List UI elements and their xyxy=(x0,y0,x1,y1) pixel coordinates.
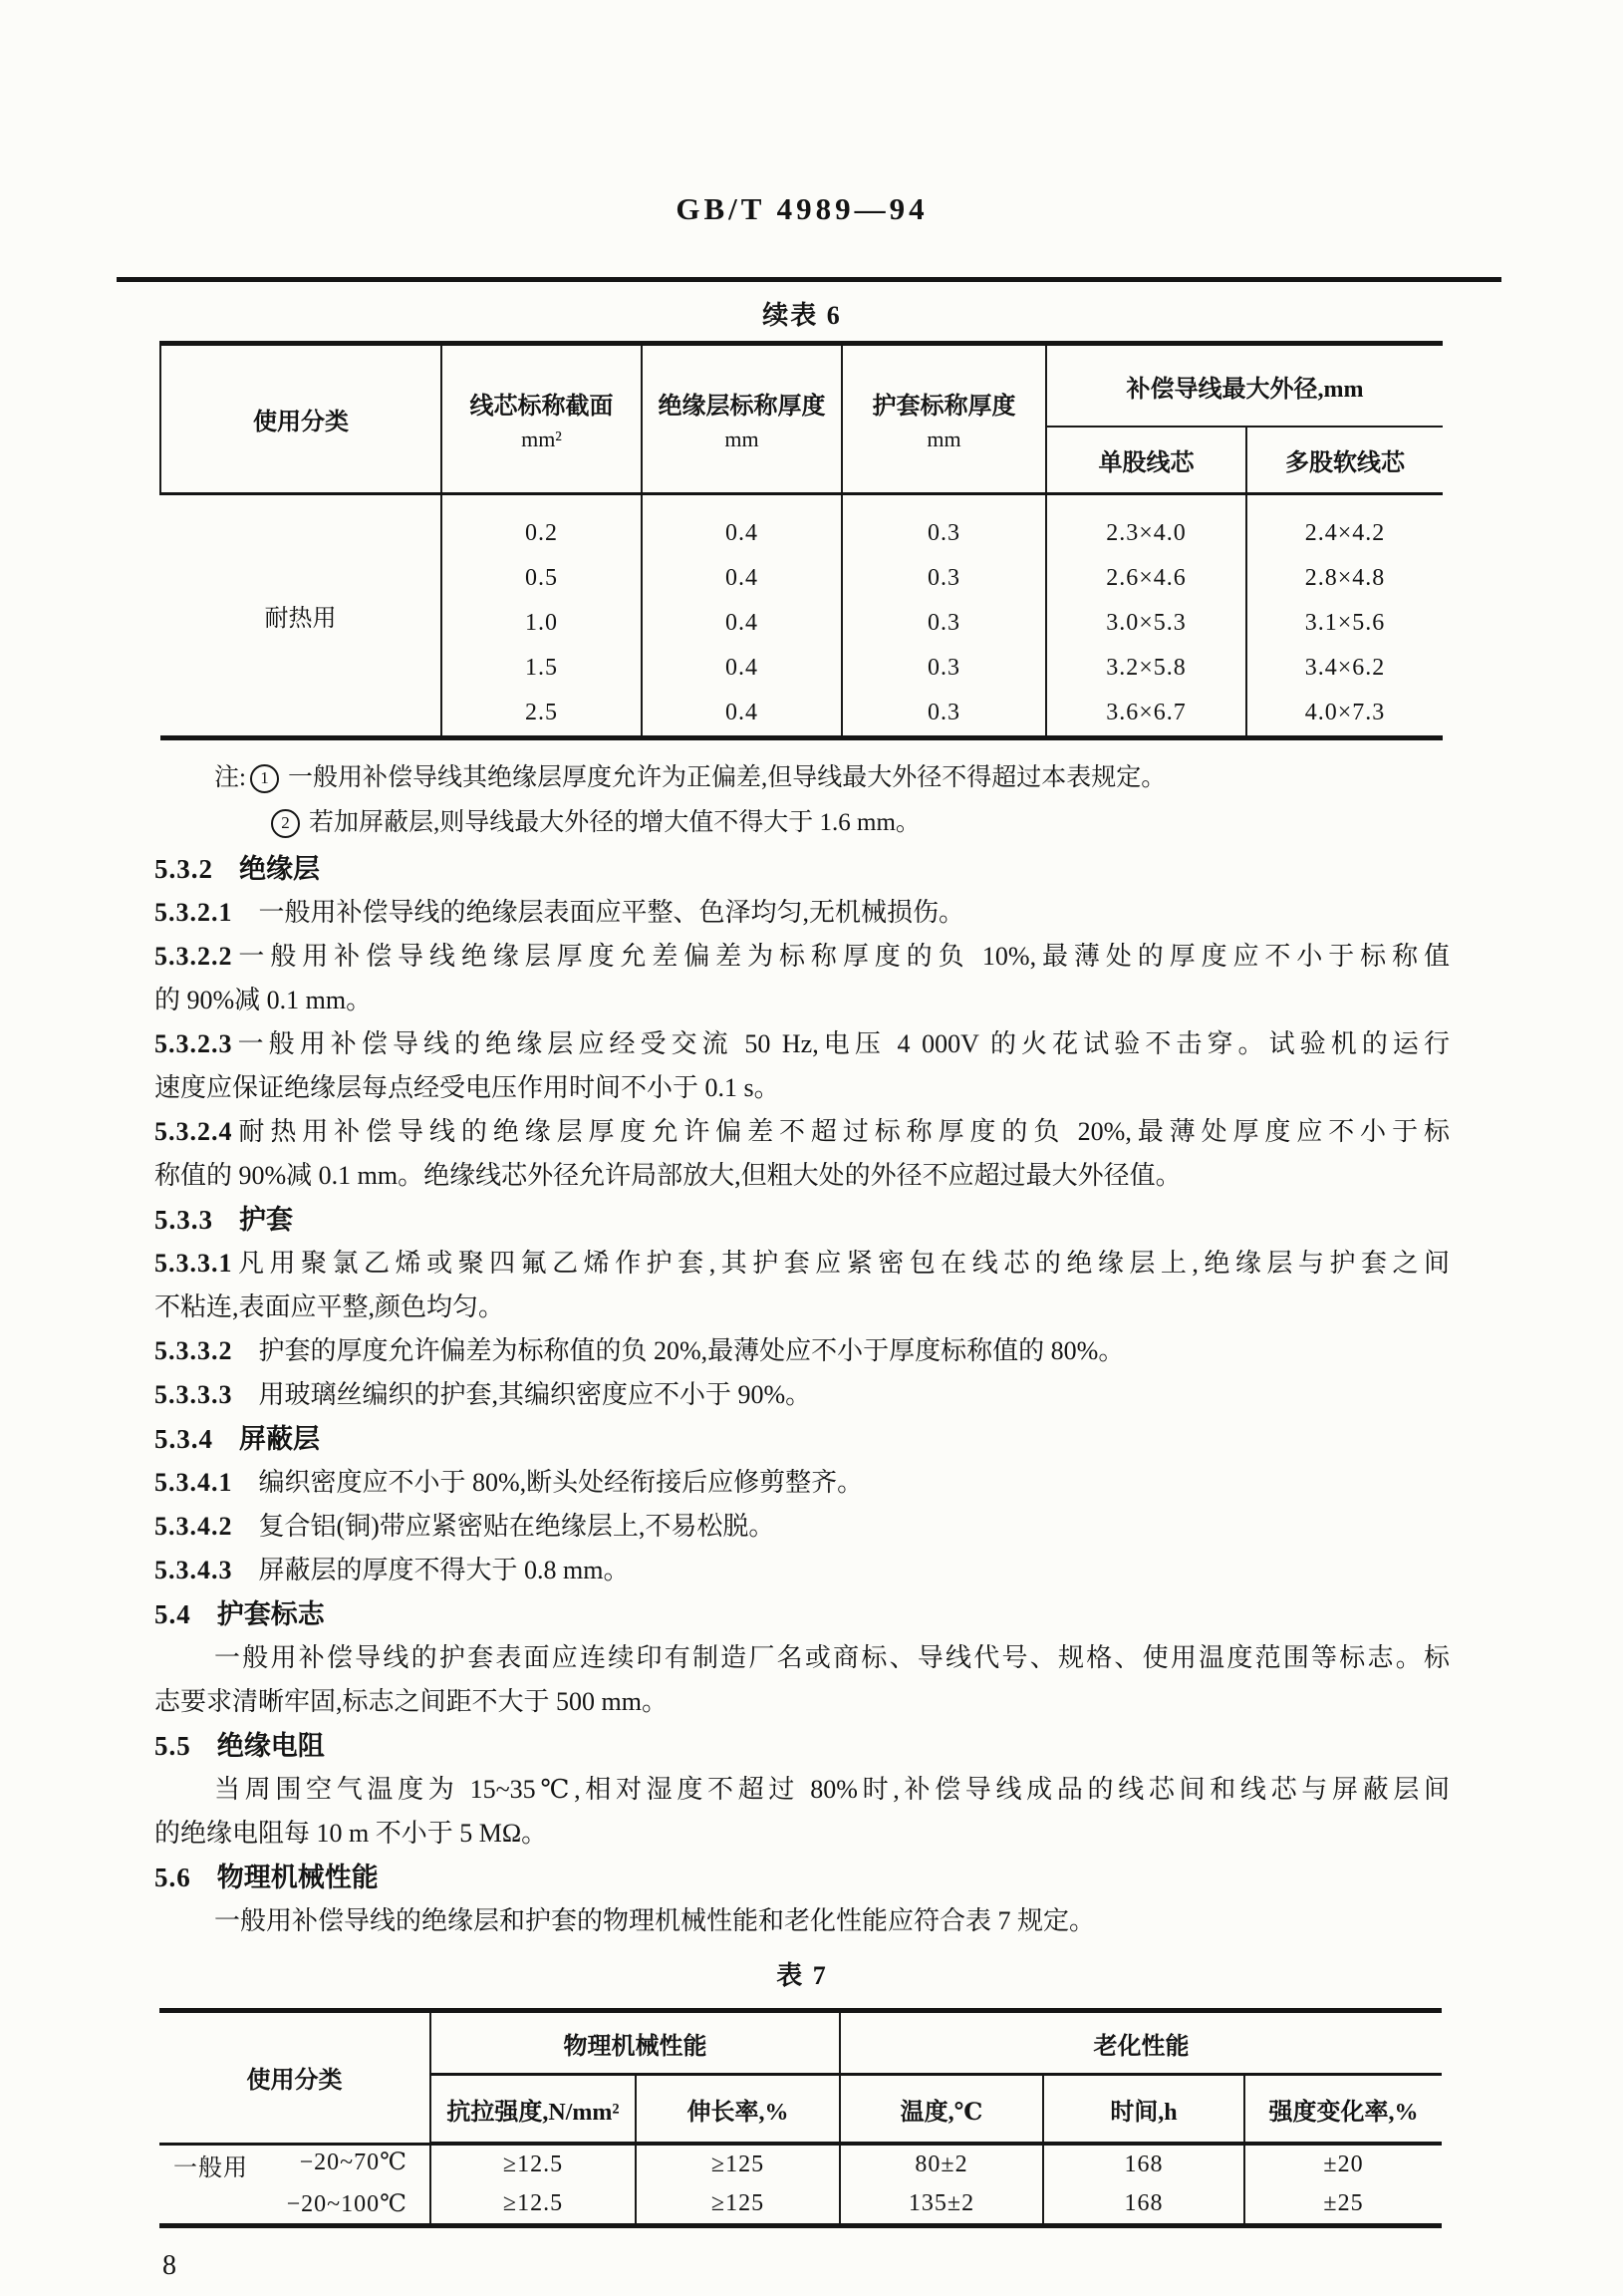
clause-text: 屏蔽层的厚度不得大于 0.8 mm。 xyxy=(258,1556,630,1584)
clause-5-3-3-1 xyxy=(154,1242,1450,1286)
clause-5-3-4-1 xyxy=(154,1461,1450,1505)
clause-title: 绝缘电阻 xyxy=(216,1731,325,1761)
t7-header-tensile: 抗拉强度,N/mm² xyxy=(430,2075,636,2145)
t6-col-insulation-values xyxy=(642,494,842,738)
t7-header-time: 时间,h xyxy=(1043,2075,1244,2145)
t6-value: 0.2 xyxy=(525,520,558,546)
clause-number: 5.3.2.1 xyxy=(154,898,233,927)
page-number: 8 xyxy=(162,2250,176,2281)
t6-value: 4.0×7.3 xyxy=(1304,700,1386,725)
t6-value: 0.4 xyxy=(725,655,758,681)
clause-5-3-3-2 xyxy=(154,1329,1450,1373)
t6-value: 1.0 xyxy=(525,610,558,636)
t6-header-multi-core: 多股软线芯 xyxy=(1246,427,1443,494)
clause-5-5-para-cont xyxy=(154,1812,1450,1856)
clause-text: 耐热用补偿导线的绝缘层厚度允许偏差不超过标称厚度的负 20%,最薄处厚度应不小于标 xyxy=(232,1117,1450,1146)
t7-usage-prefix: 一般用 xyxy=(173,2154,248,2181)
clause-text: 一般用补偿导线的绝缘层表面应平整、色泽均匀,无机械损伤。 xyxy=(258,898,965,927)
t6-value: 0.3 xyxy=(928,520,960,546)
clause-number: 5.4 xyxy=(154,1599,191,1629)
doc-code: GB/T 4989—94 xyxy=(676,191,929,226)
t7-header-temperature: 温度,℃ xyxy=(840,2075,1043,2145)
t6-header-core-section-unit: mm² xyxy=(521,427,562,451)
clause-5-3-2-2-cont xyxy=(154,979,1450,1022)
t6-header-max-od-group: 补偿导线最大外径,mm xyxy=(1046,344,1443,428)
note-label: 注: xyxy=(214,764,246,791)
table6-notes xyxy=(154,755,1450,845)
t6-value: 0.4 xyxy=(725,565,758,591)
clause-number: 5.5 xyxy=(154,1731,191,1761)
note-1 xyxy=(154,755,1450,800)
t6-col-single-core-values xyxy=(1046,494,1246,738)
clause-5-5-para xyxy=(154,1768,1450,1812)
t7-cell: ±25 xyxy=(1323,2190,1364,2216)
clause-text: 不粘连,表面应平整,颜色均匀。 xyxy=(154,1292,505,1321)
clause-text: 用玻璃丝编织的护套,其编织密度应不小于 90%。 xyxy=(258,1380,812,1409)
table-7 xyxy=(159,2008,1442,2228)
t7-usage-cell xyxy=(159,2184,430,2226)
clause-5-4 xyxy=(154,1592,1450,1636)
t6-value: 0.3 xyxy=(928,700,960,725)
clause-5-3-2-4-cont xyxy=(154,1154,1450,1198)
clause-number: 5.3.2.3 xyxy=(154,1029,233,1058)
t6-header-sheath-unit: mm xyxy=(927,427,961,451)
header-rule xyxy=(117,277,1501,282)
t7-cell: 168 xyxy=(1043,2184,1244,2226)
clause-title: 屏蔽层 xyxy=(239,1424,320,1454)
t6-value: 0.3 xyxy=(928,610,960,636)
t6-value: 1.5 xyxy=(525,655,558,681)
t6-header-single-core: 单股线芯 xyxy=(1046,427,1246,494)
clause-5-3-4-2 xyxy=(154,1505,1450,1549)
t6-value: 0.4 xyxy=(725,520,758,546)
clause-5-3-2-3 xyxy=(154,1022,1450,1066)
t6-value: 3.2×5.8 xyxy=(1106,655,1187,681)
clause-text: 当周围空气温度为 15~35℃,相对湿度不超过 80%时,补偿导线成品的线芯间和线芯与屏蔽层间 xyxy=(214,1775,1450,1804)
table-6 xyxy=(159,341,1443,740)
t6-value: 0.4 xyxy=(725,700,758,725)
clause-number: 5.3.2 xyxy=(154,854,213,884)
t6-value: 2.6×4.6 xyxy=(1106,565,1187,591)
clause-text: 护套的厚度允许偏差为标称值的负 20%,最薄处应不小于厚度标称值的 80%。 xyxy=(258,1336,1125,1365)
clause-number: 5.6 xyxy=(154,1863,191,1892)
clause-title: 物理机械性能 xyxy=(216,1863,379,1892)
table7-caption: 表 7 xyxy=(776,1961,828,1990)
t6-value: 2.5 xyxy=(525,700,558,725)
page-content xyxy=(154,0,1450,2282)
t7-header-usage: 使用分类 xyxy=(159,2011,430,2145)
clause-number: 5.3.2.4 xyxy=(154,1117,233,1146)
clause-title: 护套 xyxy=(239,1205,293,1235)
clause-text: 复合铝(铜)带应紧密贴在绝缘层上,不易松脱。 xyxy=(258,1512,775,1541)
clause-text: 一般用补偿导线绝缘层厚度允差偏差为标称厚度的负 10%,最薄处的厚度应不小于标称值 xyxy=(232,942,1450,971)
clause-text: 一般用补偿导线的护套表面应连续印有制造厂名或商标、导线代号、规格、使用温度范围等标志。标 xyxy=(214,1643,1450,1672)
clause-5-3-3-3 xyxy=(154,1373,1450,1417)
clause-5-3-4 xyxy=(154,1417,1450,1461)
clause-text: 称值的 90%减 0.1 mm。绝缘线芯外径允许局部放大,但粗大处的外径不应超过最大外径值。 xyxy=(154,1161,1182,1190)
t6-header-insulation xyxy=(642,344,842,494)
clause-text-block xyxy=(154,847,1450,1943)
clause-text: 凡用聚氯乙烯或聚四氟乙烯作护套,其护套应紧密包在线芯的绝缘层上,绝缘层与护套之间 xyxy=(232,1249,1450,1278)
t6-header-insulation-unit: mm xyxy=(724,427,759,451)
t7-usage-cell xyxy=(159,2144,430,2184)
t6-value: 3.1×5.6 xyxy=(1304,610,1386,636)
clause-title: 绝缘层 xyxy=(239,854,320,884)
clause-number: 5.3.2.2 xyxy=(154,942,233,971)
t6-value: 0.4 xyxy=(725,610,758,636)
t6-value: 2.8×4.8 xyxy=(1304,565,1386,591)
clause-5-3-3-1-cont xyxy=(154,1286,1450,1329)
note-1-text: 一般用补偿导线其绝缘层厚度允许为正偏差,但导线最大外径不得超过本表规定。 xyxy=(287,764,1167,791)
t7-header-phys-group: 物理机械性能 xyxy=(430,2011,840,2075)
clause-number: 5.3.3 xyxy=(154,1205,213,1235)
t6-value: 2.3×4.0 xyxy=(1106,520,1187,546)
note-2 xyxy=(154,800,1450,845)
clause-number: 5.3.3.3 xyxy=(154,1380,233,1409)
clause-text: 的绝缘电阻每 10 m 不小于 5 MΩ。 xyxy=(154,1819,548,1848)
circled-number-1: 1 xyxy=(250,764,279,793)
clause-text: 志要求清晰牢固,标志之间距不大于 500 mm。 xyxy=(154,1687,668,1716)
clause-number: 5.3.4.2 xyxy=(154,1512,233,1541)
t6-col-sheath-values xyxy=(842,494,1046,738)
t6-value: 2.4×4.2 xyxy=(1304,520,1386,546)
clause-5-3-2 xyxy=(154,847,1450,891)
circled-number-2: 2 xyxy=(271,809,300,838)
t7-usage-range: −20~100℃ xyxy=(286,2191,407,2217)
clause-number: 5.3.4.3 xyxy=(154,1556,233,1584)
t6-header-sheath-label: 护套标称厚度 xyxy=(872,394,1016,420)
clause-number: 5.3.3.1 xyxy=(154,1249,233,1278)
t7-cell: 168 xyxy=(1043,2144,1244,2184)
clause-5-3-3 xyxy=(154,1198,1450,1242)
t6-header-insulation-label: 绝缘层标称厚度 xyxy=(658,394,826,420)
clause-5-4-para-cont xyxy=(154,1680,1450,1724)
note-2-text: 若加屏蔽层,则导线最大外径的增大值不得大于 1.6 mm。 xyxy=(309,809,921,836)
t7-cell: ≥12.5 xyxy=(430,2144,636,2184)
clause-text: 一般用补偿导线的绝缘层应经受交流 50 Hz,电压 4 000V 的火花试验不击穿。试验机的运行 xyxy=(232,1029,1450,1058)
t6-header-usage: 使用分类 xyxy=(160,344,441,494)
clause-number: 5.3.4.1 xyxy=(154,1468,233,1497)
t6-header-sheath xyxy=(842,344,1046,494)
t6-row-group-label: 耐热用 xyxy=(160,494,441,738)
clause-5-5 xyxy=(154,1724,1450,1768)
t6-value: 0.5 xyxy=(525,565,558,591)
clause-5-3-2-4 xyxy=(154,1110,1450,1154)
t6-col-multi-core-values xyxy=(1246,494,1443,738)
t6-value: 3.6×6.7 xyxy=(1106,700,1187,725)
clause-5-3-2-3-cont xyxy=(154,1066,1450,1110)
clause-5-4-para xyxy=(154,1636,1450,1680)
t7-cell: ≥125 xyxy=(636,2144,840,2184)
t6-value: 3.0×5.3 xyxy=(1106,610,1187,636)
t7-cell: ±20 xyxy=(1323,2152,1364,2177)
t7-cell: 135±2 xyxy=(840,2184,1043,2226)
t7-usage-range: −20~70℃ xyxy=(299,2149,407,2175)
t6-col-core-values xyxy=(441,494,642,738)
t7-cell: ≥12.5 xyxy=(430,2184,636,2226)
t6-value: 0.3 xyxy=(928,655,960,681)
clause-text: 速度应保证绝缘层每点经受电压作用时间不小于 0.1 s。 xyxy=(154,1073,780,1102)
clause-text: 一般用补偿导线的绝缘层和护套的物理机械性能和老化性能应符合表 7 规定。 xyxy=(214,1906,1096,1935)
t6-header-core-section-label: 线芯标称截面 xyxy=(469,394,614,420)
clause-5-6 xyxy=(154,1856,1450,1899)
t6-header-core-section xyxy=(441,344,642,494)
clause-5-6-para xyxy=(154,1899,1450,1943)
clause-5-3-2-2 xyxy=(154,935,1450,979)
t7-cell: ≥125 xyxy=(636,2184,840,2226)
clause-text: 编织密度应不小于 80%,断头处经衔接后应修剪整齐。 xyxy=(258,1468,864,1497)
clause-title: 护套标志 xyxy=(216,1599,325,1629)
t6-value: 0.3 xyxy=(928,565,960,591)
table6-caption: 续表 6 xyxy=(762,301,842,330)
clause-5-3-2-1 xyxy=(154,891,1450,935)
clause-text: 的 90%减 0.1 mm。 xyxy=(154,986,373,1014)
clause-number: 5.3.3.2 xyxy=(154,1336,233,1365)
t7-cell: 80±2 xyxy=(840,2144,1043,2184)
t7-header-elongation: 伸长率,% xyxy=(636,2075,840,2145)
t7-header-aging-group: 老化性能 xyxy=(840,2011,1442,2075)
clause-number: 5.3.4 xyxy=(154,1424,213,1454)
t6-value: 3.4×6.2 xyxy=(1304,655,1386,681)
t7-header-strength-change: 强度变化率,% xyxy=(1244,2075,1442,2145)
clause-5-3-4-3 xyxy=(154,1549,1450,1592)
